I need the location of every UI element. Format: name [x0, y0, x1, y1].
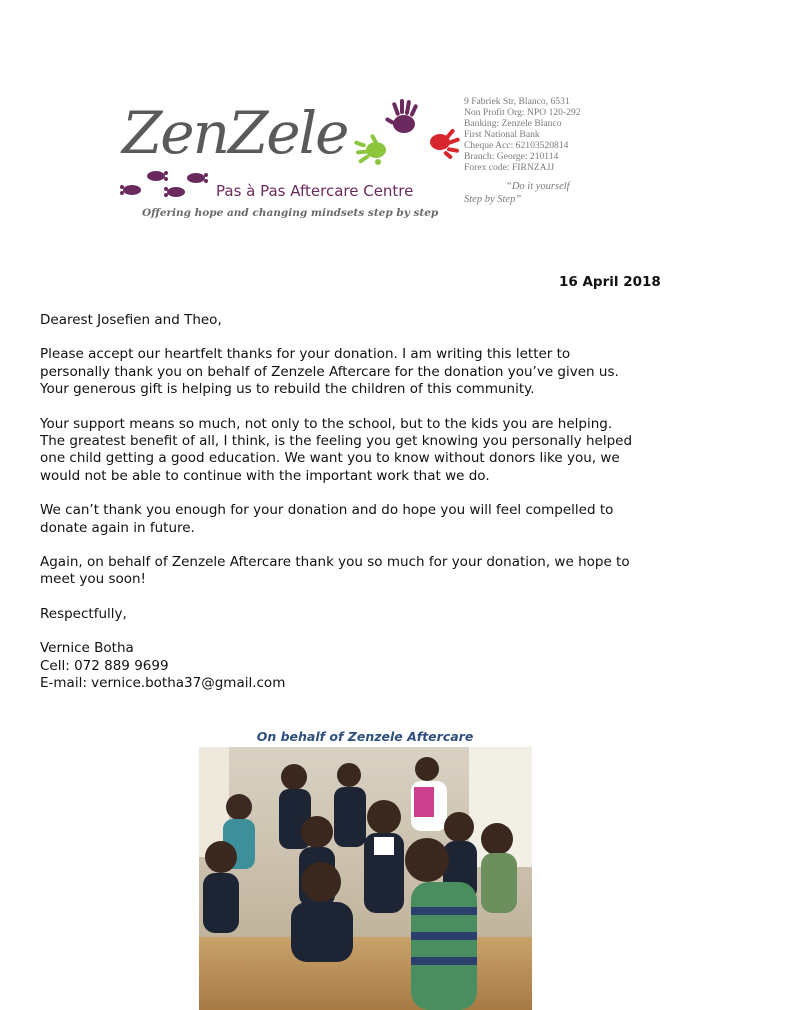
motto-line-1: “Do it yourself: [506, 181, 570, 192]
org-npo-number: Non Profit Org: NPO 120-292: [464, 107, 581, 118]
paragraph-3: [40, 502, 740, 537]
motto: [464, 180, 570, 206]
org-banking: Banking: Zenzele Blanco: [464, 118, 562, 129]
paragraph-4: [40, 554, 740, 589]
letter-date: 16 April 2018: [559, 274, 661, 290]
paragraph-line: personally thank you on behalf of Zenzele Aftercare for the donation you’ve given us.: [40, 363, 619, 380]
paragraph-line: one child getting a good education. We want you to know without donors like you, we: [40, 450, 620, 467]
signer-email: E-mail: vernice.botha37@gmail.com: [40, 675, 286, 692]
letter-body: [40, 312, 740, 710]
org-address: 9 Fabriek Str, Blanco, 6531: [464, 96, 570, 107]
org-cheque-account: Cheque Acc: 62103520814: [464, 140, 569, 151]
paragraph-line: Please accept our heartfelt thanks for your donation. I am writing this letter to: [40, 346, 571, 363]
org-branch: Branch: George: 210114: [464, 151, 559, 162]
handprints-icon: [342, 98, 472, 168]
paragraph-line: would not be able to continue with the important work that we do.: [40, 467, 490, 484]
signer-cell: Cell: 072 889 9699: [40, 657, 169, 674]
salutation: Dearest Josefien and Theo,: [40, 312, 222, 328]
paragraph-line: We can’t thank you enough for your donation and do hope you will feel compelled to: [40, 502, 614, 519]
motto-line-2: Step by Step”: [464, 194, 522, 205]
paragraph-line: Again, on behalf of Zenzele Aftercare thank you so much for your donation, we hope to: [40, 554, 630, 571]
paragraph-1: [40, 346, 740, 398]
paragraph-line: Your generous gift is helping us to rebuild the children of this community.: [40, 381, 535, 398]
tagline: Offering hope and changing mindsets step by step: [142, 207, 439, 219]
closing: Respectfully,: [40, 605, 127, 622]
signature-block: [40, 640, 740, 692]
photo-caption: On behalf of Zenzele Aftercare: [256, 729, 474, 744]
paragraph-line: Your support means so much, not only to the school, but to the kids you are helping.: [40, 415, 613, 432]
paragraph-line: donate again in future.: [40, 519, 195, 536]
org-forex-code: Forex code: FIRNZAJJ: [464, 162, 555, 173]
centre-name: Pas à Pas Aftercare Centre: [216, 182, 414, 200]
letterhead: [110, 92, 630, 227]
signer-name: Vernice Botha: [40, 640, 134, 657]
children-group-photo: [199, 747, 532, 1010]
paragraph-line: meet you soon!: [40, 571, 146, 588]
paragraph-2: [40, 416, 740, 486]
organisation-details: [464, 96, 581, 173]
footprints-icon: [118, 166, 208, 202]
paragraph-line: The greatest benefit of all, I think, is the feeling you get knowing you personally helped: [40, 433, 633, 450]
org-bank-name: First National Bank: [464, 129, 540, 140]
logo-wordmark: ZenZele: [122, 99, 348, 167]
